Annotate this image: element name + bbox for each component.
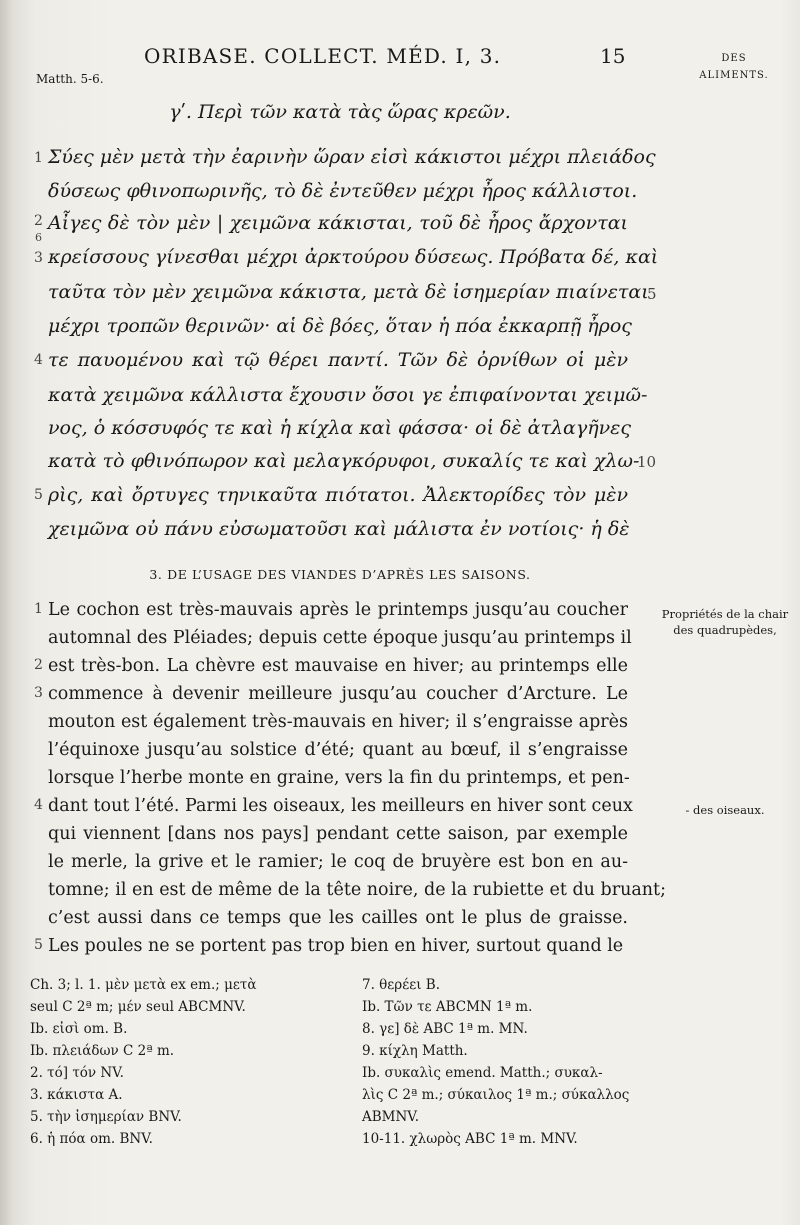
footnote-right: Ib. Τῶν τε ABCMN 1ª m. (362, 999, 533, 1015)
french-line-12: c’est aussi dans ce temps que les cailles ont le plus de graisse. (48, 908, 628, 928)
footnote-left: seul C 2ª m; μέν seul ABCMNV. (30, 999, 246, 1015)
footnote-left: Ib. εἰσὶ om. B. (30, 1021, 128, 1037)
greek-line-7: τε παυομένου καὶ τῷ θέρει παντί. Τῶν δὲ ὀρνίθων οἱ μὲν (48, 349, 628, 371)
greek-line-3: Αἶγες δὲ τὸν μὲν | χειμῶνα κάκισται, τοῦ δὲ ἦρος ἄρχονται (48, 212, 628, 234)
footnote-left: 2. τό] τόν NV. (30, 1065, 124, 1081)
footnote-right: 10-11. χλωρὸς ABC 1ª m. MNV. (362, 1131, 578, 1147)
french-margin-number: 3 (34, 685, 43, 701)
greek-line-10: κατὰ τὸ φθινόπωρον καὶ μελαγκόρυφοι, συκαλίς τε καὶ χλω- (48, 450, 640, 472)
footnote-left: Ch. 3; l. 1. μὲν μετὰ ex em.; μετὰ (30, 977, 257, 993)
greek-chapter-title: γʹ. Περὶ τῶν κατὰ τὰς ὥρας κρεῶν. (169, 101, 511, 123)
greek-margin-number: 5 (34, 487, 43, 503)
greek-line-2: δύσεως φθινοπωρινῆς, τὸ δὲ ἐντεῦθεν μέχρι ἦρος κάλλιστοι. (48, 180, 638, 202)
footnote-left: 6. ἡ πόα om. BNV. (30, 1131, 153, 1147)
french-margin-number: 5 (34, 937, 43, 953)
french-line-5: mouton est également très-mauvais en hiver; il s’engraisse après (48, 712, 628, 732)
french-line-8: dant tout l’été. Parmi les oiseaux, les meilleurs en hiver sont ceux (48, 796, 633, 816)
greek-line-12: χειμῶνα οὐ πάνυ εὐσωματοῦσι καὶ μάλιστα ἐν νοτίοις· ἡ δὲ (48, 518, 630, 540)
french-line-3: est très-bon. La chèvre est mauvaise en hiver; au printemps elle (48, 656, 628, 676)
greek-line-9: νος, ὁ κόσσυφός τε καὶ ἡ κίχλα καὶ φάσσα· οἱ δὲ ἀτλαγῆνες (48, 417, 631, 439)
greek-line-6: μέχρι τροπῶν θερινῶν· αἱ δὲ βόες, ὅταν ἡ πόα ἐκκαρπῇ ἦρος (48, 315, 632, 337)
sidenote-birds: - des oiseaux. (685, 803, 765, 817)
sidenote-quadrupeds: Propriétés de la chair des quadrupèdes, (661, 607, 789, 637)
french-line-1: Le cochon est très-mauvais après le printemps jusqu’au coucher (48, 600, 628, 620)
greek-margin-number: 4 (34, 352, 43, 368)
footnote-right: λὶς C 2ª m.; σύκαιλος 1ª m.; σύκαλλος (362, 1087, 630, 1103)
french-line-13: Les poules ne se portent pas trop bien en hiver, surtout quand le (48, 936, 624, 956)
french-line-7: lorsque l’herbe monte en graine, vers la fin du printemps, et pen- (48, 768, 630, 788)
greek-line-4: κρείσσους γίνεσθαι μέχρι ἀρκτούρου δύσεως. Πρόβατα δέ, καὶ (48, 246, 659, 268)
french-section-title: 3. DE L’USAGE DES VIANDES D’APRÈS LES SAISONS. (149, 567, 531, 582)
footnote-right: ABMNV. (362, 1109, 419, 1125)
french-line-2: automnal des Pléiades; depuis cette époque jusqu’au printemps il (48, 628, 632, 648)
greek-margin-number: 2 (34, 213, 43, 229)
footnote-right: 9. κίχλη Matth. (362, 1043, 468, 1059)
left-reference: Matth. 5-6. (36, 72, 104, 86)
greek-line-count: 5 (647, 285, 657, 303)
greek-margin-number: 6 (35, 231, 42, 244)
greek-line-count: 10 (637, 453, 657, 471)
french-line-4: commence à devenir meilleure jusqu’au coucher d’Arcture. Le (48, 684, 628, 704)
greek-line-5: ταῦτα τὸν μὲν χειμῶνα κάκιστα, μετὰ δὲ ἰσημερίαν πιαίνεται (48, 281, 649, 303)
right-heading-line-2: ALIMENTS. (699, 70, 769, 81)
french-line-10: le merle, la grive et le ramier; le coq de bruyère est bon en au- (48, 852, 628, 872)
footnote-right: 8. γε] δὲ ABC 1ª m. MN. (362, 1021, 528, 1037)
footnote-right: Ib. συκαλὶς emend. Matth.; συκαλ- (362, 1065, 603, 1081)
french-line-6: l’équinoxe jusqu’au solstice d’été; quant au bœuf, il s’engraisse (48, 740, 628, 760)
french-line-9: qui viennent [dans nos pays] pendant cette saison, par exemple (48, 824, 628, 844)
french-line-11: tomne; il en est de même de la tête noire, de la rubiette et du bruant; (48, 880, 666, 900)
footnote-left: 3. κάκιστα A. (30, 1087, 123, 1103)
french-margin-number: 4 (34, 797, 43, 813)
greek-margin-number: 3 (34, 250, 43, 266)
french-margin-number: 2 (34, 657, 43, 673)
footnote-right: 7. θερέει B. (362, 977, 441, 993)
page-number: 15 (600, 44, 626, 68)
greek-line-8: κατὰ χειμῶνα κάλλιστα ἔχουσιν ὅσοι γε ἐπιφαίνονται χειμῶ- (48, 384, 648, 406)
greek-line-1: Σύες μὲν μετὰ τὴν ἐαρινὴν ὥραν εἰσὶ κάκιστοι μέχρι πλειάδος (48, 146, 656, 168)
greek-margin-number: 1 (34, 150, 43, 166)
footnote-left: 5. τὴν ἰσημερίαν BNV. (30, 1109, 182, 1125)
footnote-left: Ib. πλειάδων C 2ª m. (30, 1043, 175, 1059)
running-title: ORIBASE. COLLECT. MÉD. I, 3. (144, 44, 502, 68)
greek-line-11: ρὶς, καὶ ὄρτυγες τηνικαῦτα πιότατοι. Ἀλεκτορίδες τὸν μὲν (48, 484, 628, 506)
french-margin-number: 1 (34, 601, 43, 617)
right-heading-line-1: DES (721, 53, 747, 64)
